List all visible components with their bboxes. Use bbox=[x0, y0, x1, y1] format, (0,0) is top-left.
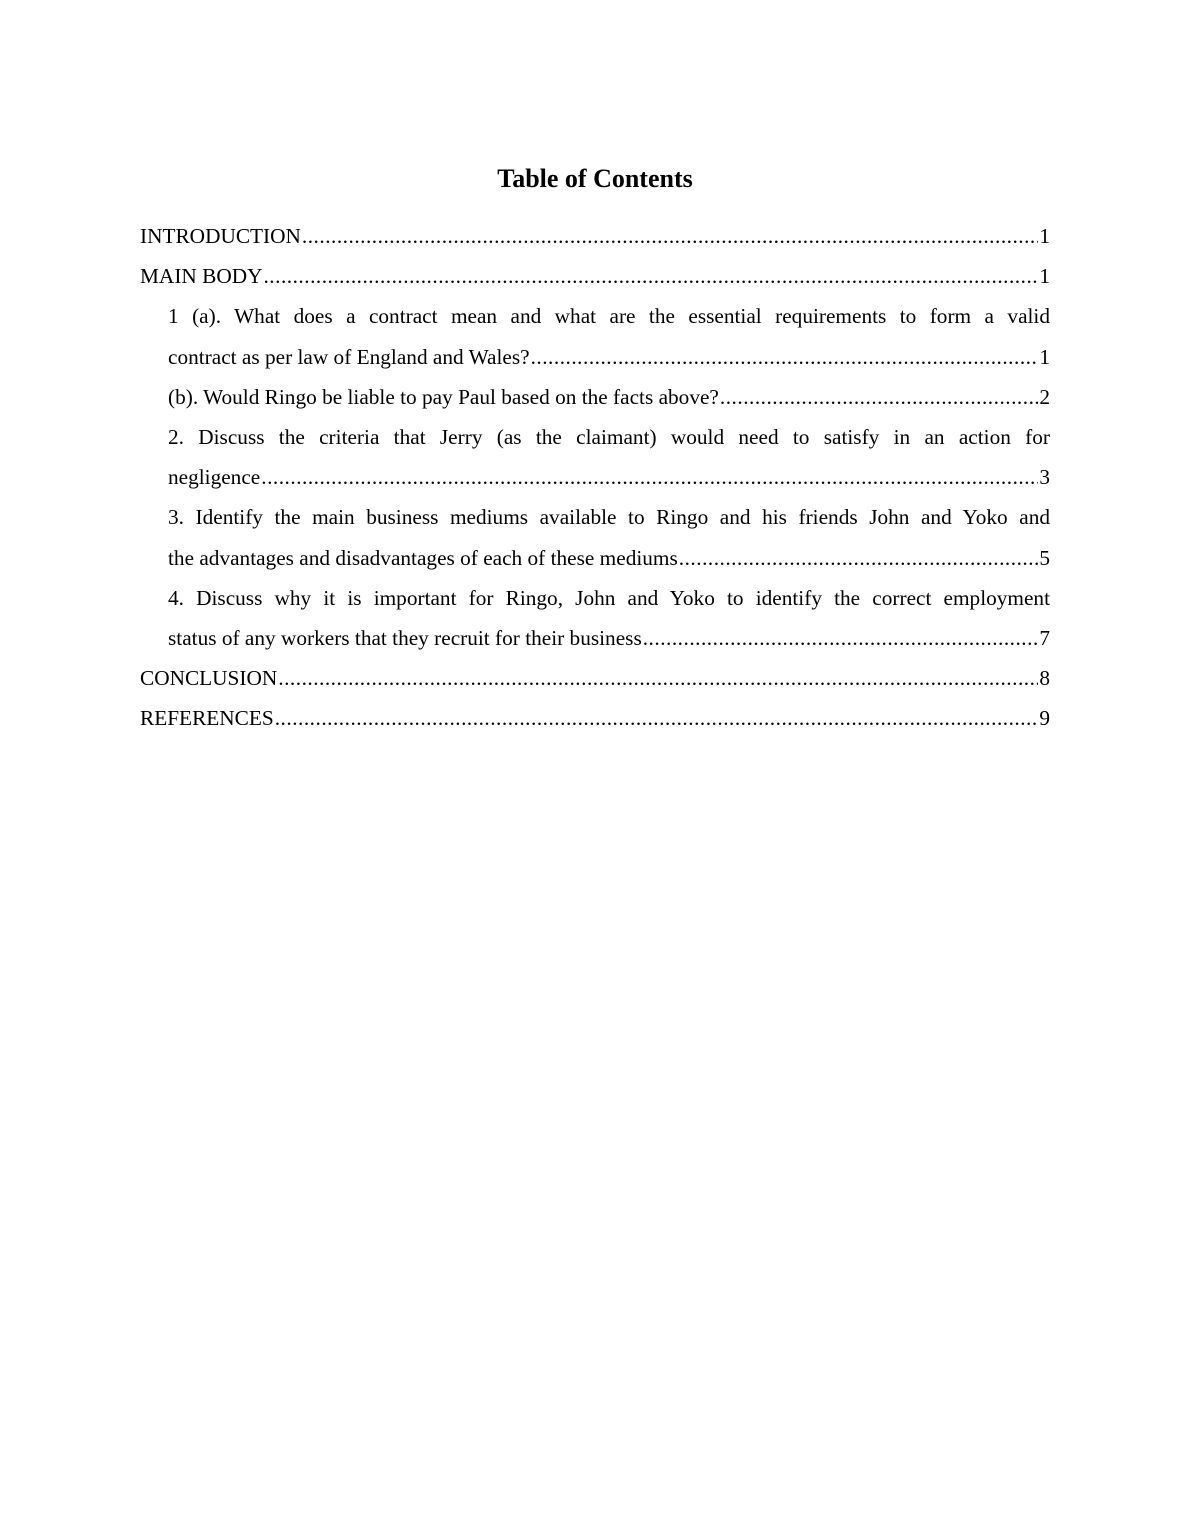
toc-entry-label: INTRODUCTION bbox=[140, 224, 301, 248]
toc-entry-main-body[interactable] bbox=[140, 256, 1050, 296]
toc-list bbox=[140, 216, 1050, 739]
toc-entry-first-line: 4. Discuss why it is important for Ringo, John and Yoko to identify the correct employment bbox=[168, 585, 1050, 610]
toc-page-number: 3 bbox=[1039, 465, 1050, 490]
toc-entry-label: the advantages and disadvantages of each of these mediums bbox=[168, 545, 678, 570]
toc-leader-dots bbox=[643, 618, 1039, 658]
toc-entry-1b[interactable] bbox=[168, 377, 1050, 417]
toc-entry-label: (b). Would Ringo be liable to pay Paul based on the facts above? bbox=[168, 384, 719, 409]
toc-entry-line bbox=[168, 377, 1050, 417]
toc-entry-first-line: 1 (a). What does a contract mean and what are the essential requirements to form a valid bbox=[168, 304, 1050, 329]
toc-page-number: 9 bbox=[1039, 706, 1050, 731]
toc-entry-1a[interactable] bbox=[168, 296, 1050, 376]
toc-entry-first-line: 2. Discuss the criteria that Jerry (as the claimant) would need to satisfy in an action for bbox=[168, 425, 1050, 450]
toc-entry-first-line: 3. Identify the main business mediums available to Ringo and his friends John and Yoko and bbox=[168, 505, 1050, 530]
toc-entry-label: MAIN BODY bbox=[140, 264, 263, 289]
toc-page-number: 1 bbox=[1039, 264, 1050, 289]
toc-entry-label: status of any workers that they recruit for their business bbox=[168, 626, 642, 651]
toc-entry-label: REFERENCES bbox=[140, 706, 274, 731]
toc-entry-line bbox=[168, 457, 1050, 497]
toc-entry-label: contract as per law of England and Wales? bbox=[168, 344, 530, 369]
toc-entry-line bbox=[140, 698, 1050, 738]
toc-entry-conclusion[interactable] bbox=[140, 658, 1050, 698]
toc-leader-dots bbox=[278, 658, 1038, 698]
toc-entry-line bbox=[140, 658, 1050, 698]
toc-entry-line bbox=[168, 538, 1050, 578]
toc-leader-dots bbox=[679, 538, 1039, 578]
toc-title: Table of Contents bbox=[497, 164, 693, 193]
toc-page-number: 2 bbox=[1039, 384, 1050, 409]
toc-leader-dots bbox=[275, 698, 1039, 738]
toc-page-number: 1 bbox=[1039, 344, 1050, 369]
toc-entry-line bbox=[168, 618, 1050, 658]
toc-page-number: 1 bbox=[1039, 224, 1050, 248]
toc-entry-line bbox=[140, 256, 1050, 296]
toc-leader-dots bbox=[720, 377, 1038, 417]
toc-page-number: 5 bbox=[1039, 545, 1050, 570]
toc-page-number: 7 bbox=[1039, 626, 1050, 651]
toc-leader-dots bbox=[531, 337, 1039, 377]
toc-entry-3[interactable] bbox=[168, 497, 1050, 577]
toc-entry-introduction[interactable] bbox=[140, 216, 1050, 256]
toc-entry-4[interactable] bbox=[168, 578, 1050, 658]
toc-entry-label: CONCLUSION bbox=[140, 666, 278, 691]
toc-entry-2[interactable] bbox=[168, 417, 1050, 497]
toc-entry-line bbox=[140, 216, 1050, 256]
toc-leader-dots bbox=[261, 457, 1038, 497]
toc-entry-label: negligence bbox=[168, 465, 261, 490]
toc-page-number: 8 bbox=[1039, 666, 1050, 691]
toc-entry-references[interactable] bbox=[140, 698, 1050, 738]
toc-entry-line bbox=[168, 337, 1050, 377]
toc-leader-dots bbox=[263, 256, 1038, 296]
toc-leader-dots bbox=[302, 216, 1038, 256]
